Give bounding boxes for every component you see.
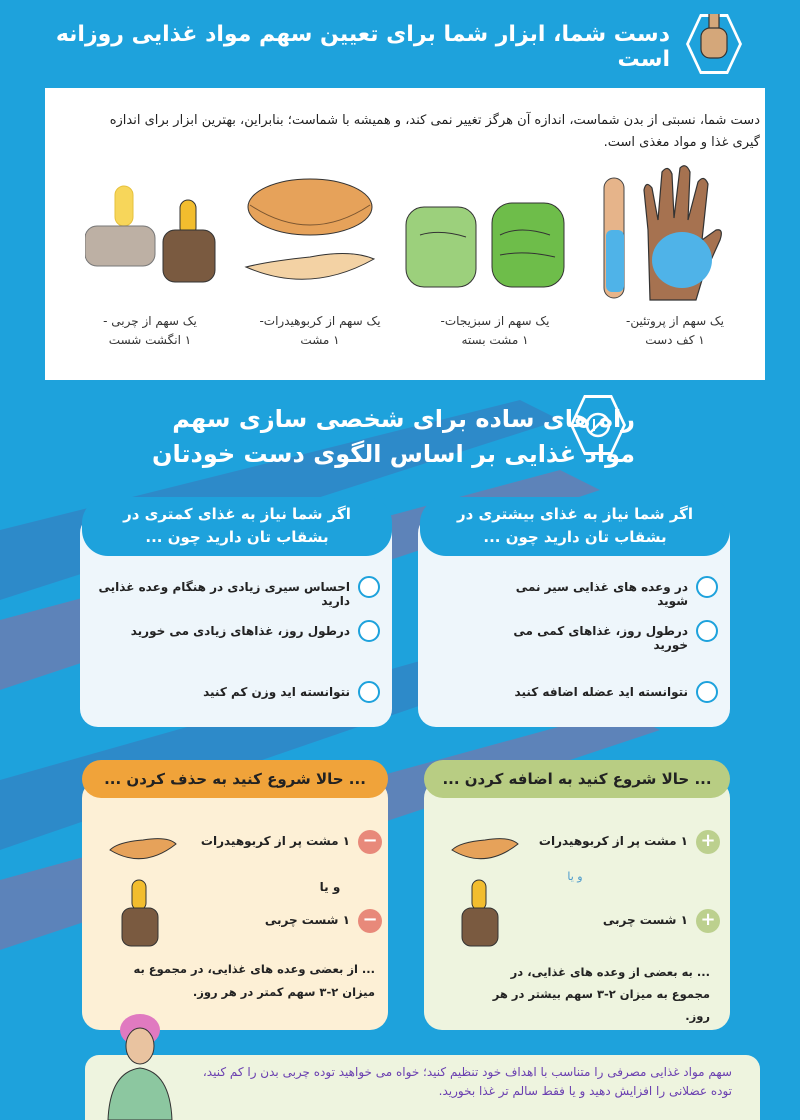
less-item-3: نتوانسته اید وزن کم کنید bbox=[203, 685, 350, 699]
less-food-title: اگر شما نیاز به غذای کمتری در بشقاب تان دارید چون ... bbox=[82, 497, 392, 556]
less-item-3-checkbox[interactable] bbox=[358, 681, 380, 703]
remove-carb-label: ۱ مشت پر از کربوهیدرات bbox=[200, 834, 350, 848]
more-item-3: نتوانسته اید عضله اضافه کنید bbox=[514, 685, 688, 699]
more-food-title: اگر شما نیاز به غذای بیشتری در بشقاب تان دارید چون ... bbox=[420, 497, 730, 556]
less-item-2-checkbox[interactable] bbox=[358, 620, 380, 642]
palm-icon bbox=[600, 160, 730, 305]
header-title: دست شما، ابزار شما برای تعیین سهم مواد غذایی روزانه است bbox=[55, 22, 670, 72]
cupped-hand-small-icon bbox=[108, 830, 178, 866]
portion-caption-carbs: یک سهم از کربوهیدرات- ۱ مشت bbox=[259, 314, 381, 347]
hand-badge bbox=[686, 14, 742, 74]
add-note: ... به بعضی از وعده های غذایی، در مجموع به میزان ۲-۳ سهم بیشتر در هر روز. bbox=[492, 965, 710, 1023]
more-item-1: در وعده های غذایی سیر نمی شوید bbox=[515, 580, 688, 608]
thumb-small-icon bbox=[460, 878, 502, 950]
section2-title: راه های ساده برای شخصی سازی سهم مواد غذایی بر اساس الگوی دست خودتان bbox=[152, 405, 635, 468]
minus-icon[interactable]: − bbox=[358, 830, 382, 854]
less-item-1: احساس سیری زیادی در هنگام وعده غذایی دارید bbox=[98, 580, 350, 608]
thumb-small-icon bbox=[120, 878, 162, 950]
cupped-hand-small-icon bbox=[450, 830, 520, 866]
less-item-2: درطول روز، غذاهای زیادی می خورید bbox=[130, 624, 350, 638]
more-item-3-checkbox[interactable] bbox=[696, 681, 718, 703]
remove-note: ... از بعضی وعده های غذایی، در مجموع به میزان ۲-۳ سهم کمتر در هر روز. bbox=[133, 962, 375, 999]
more-item-1-checkbox[interactable] bbox=[696, 576, 718, 598]
thumb-icon bbox=[85, 180, 220, 290]
minus-icon[interactable]: − bbox=[358, 909, 382, 933]
portion-caption-protein: یک سهم از پروتئین- ۱ کف دست bbox=[625, 314, 725, 347]
portion-caption-fat: یک سهم از چربی - ۱ انگشت شست bbox=[103, 314, 197, 347]
remove-card-title: ... حالا شروع کنید به حذف کردن ... bbox=[82, 760, 388, 798]
portion-caption-vegetables: یک سهم از سبزیجات- ۱ مشت بسته bbox=[440, 314, 550, 347]
more-item-2-checkbox[interactable] bbox=[696, 620, 718, 642]
add-carb-label: ۱ مشت پر از کربوهیدرات bbox=[538, 834, 688, 848]
fist-closed-icon bbox=[400, 195, 570, 295]
plus-icon[interactable]: + bbox=[696, 830, 720, 854]
cupped-hand-icon bbox=[240, 175, 380, 305]
plus-icon[interactable]: + bbox=[696, 909, 720, 933]
footer-text: سهم مواد غذایی مصرفی را متناسب با اهداف خود تنظیم کنید؛ خواه می خواهید توده چربی بدن را کم کنید، توده عضلانی را افزایش دهید و یا فقط سالم تر غذا بخورید. bbox=[202, 1065, 732, 1099]
add-fat-label: ۱ شست چربی bbox=[602, 913, 688, 927]
remove-or-label: و یا bbox=[319, 880, 341, 894]
less-item-1-checkbox[interactable] bbox=[358, 576, 380, 598]
person-illustration bbox=[100, 1010, 180, 1120]
more-item-2: درطول روز، غذاهای کمی می خورید bbox=[513, 624, 688, 652]
intro-text: دست شما، نسبتی از بدن شماست، اندازه آن هرگز تغییر نمی کند، و همیشه با شماست؛ بنابراین، بهترین ابزار برای اندازه گیری غذا و مواد مغذی است. bbox=[109, 113, 760, 151]
add-or-label: و یا bbox=[567, 870, 583, 883]
remove-fat-label: ۱ شست چربی bbox=[264, 913, 350, 927]
add-card-title: ... حالا شروع کنید به اضافه کردن ... bbox=[424, 760, 730, 798]
